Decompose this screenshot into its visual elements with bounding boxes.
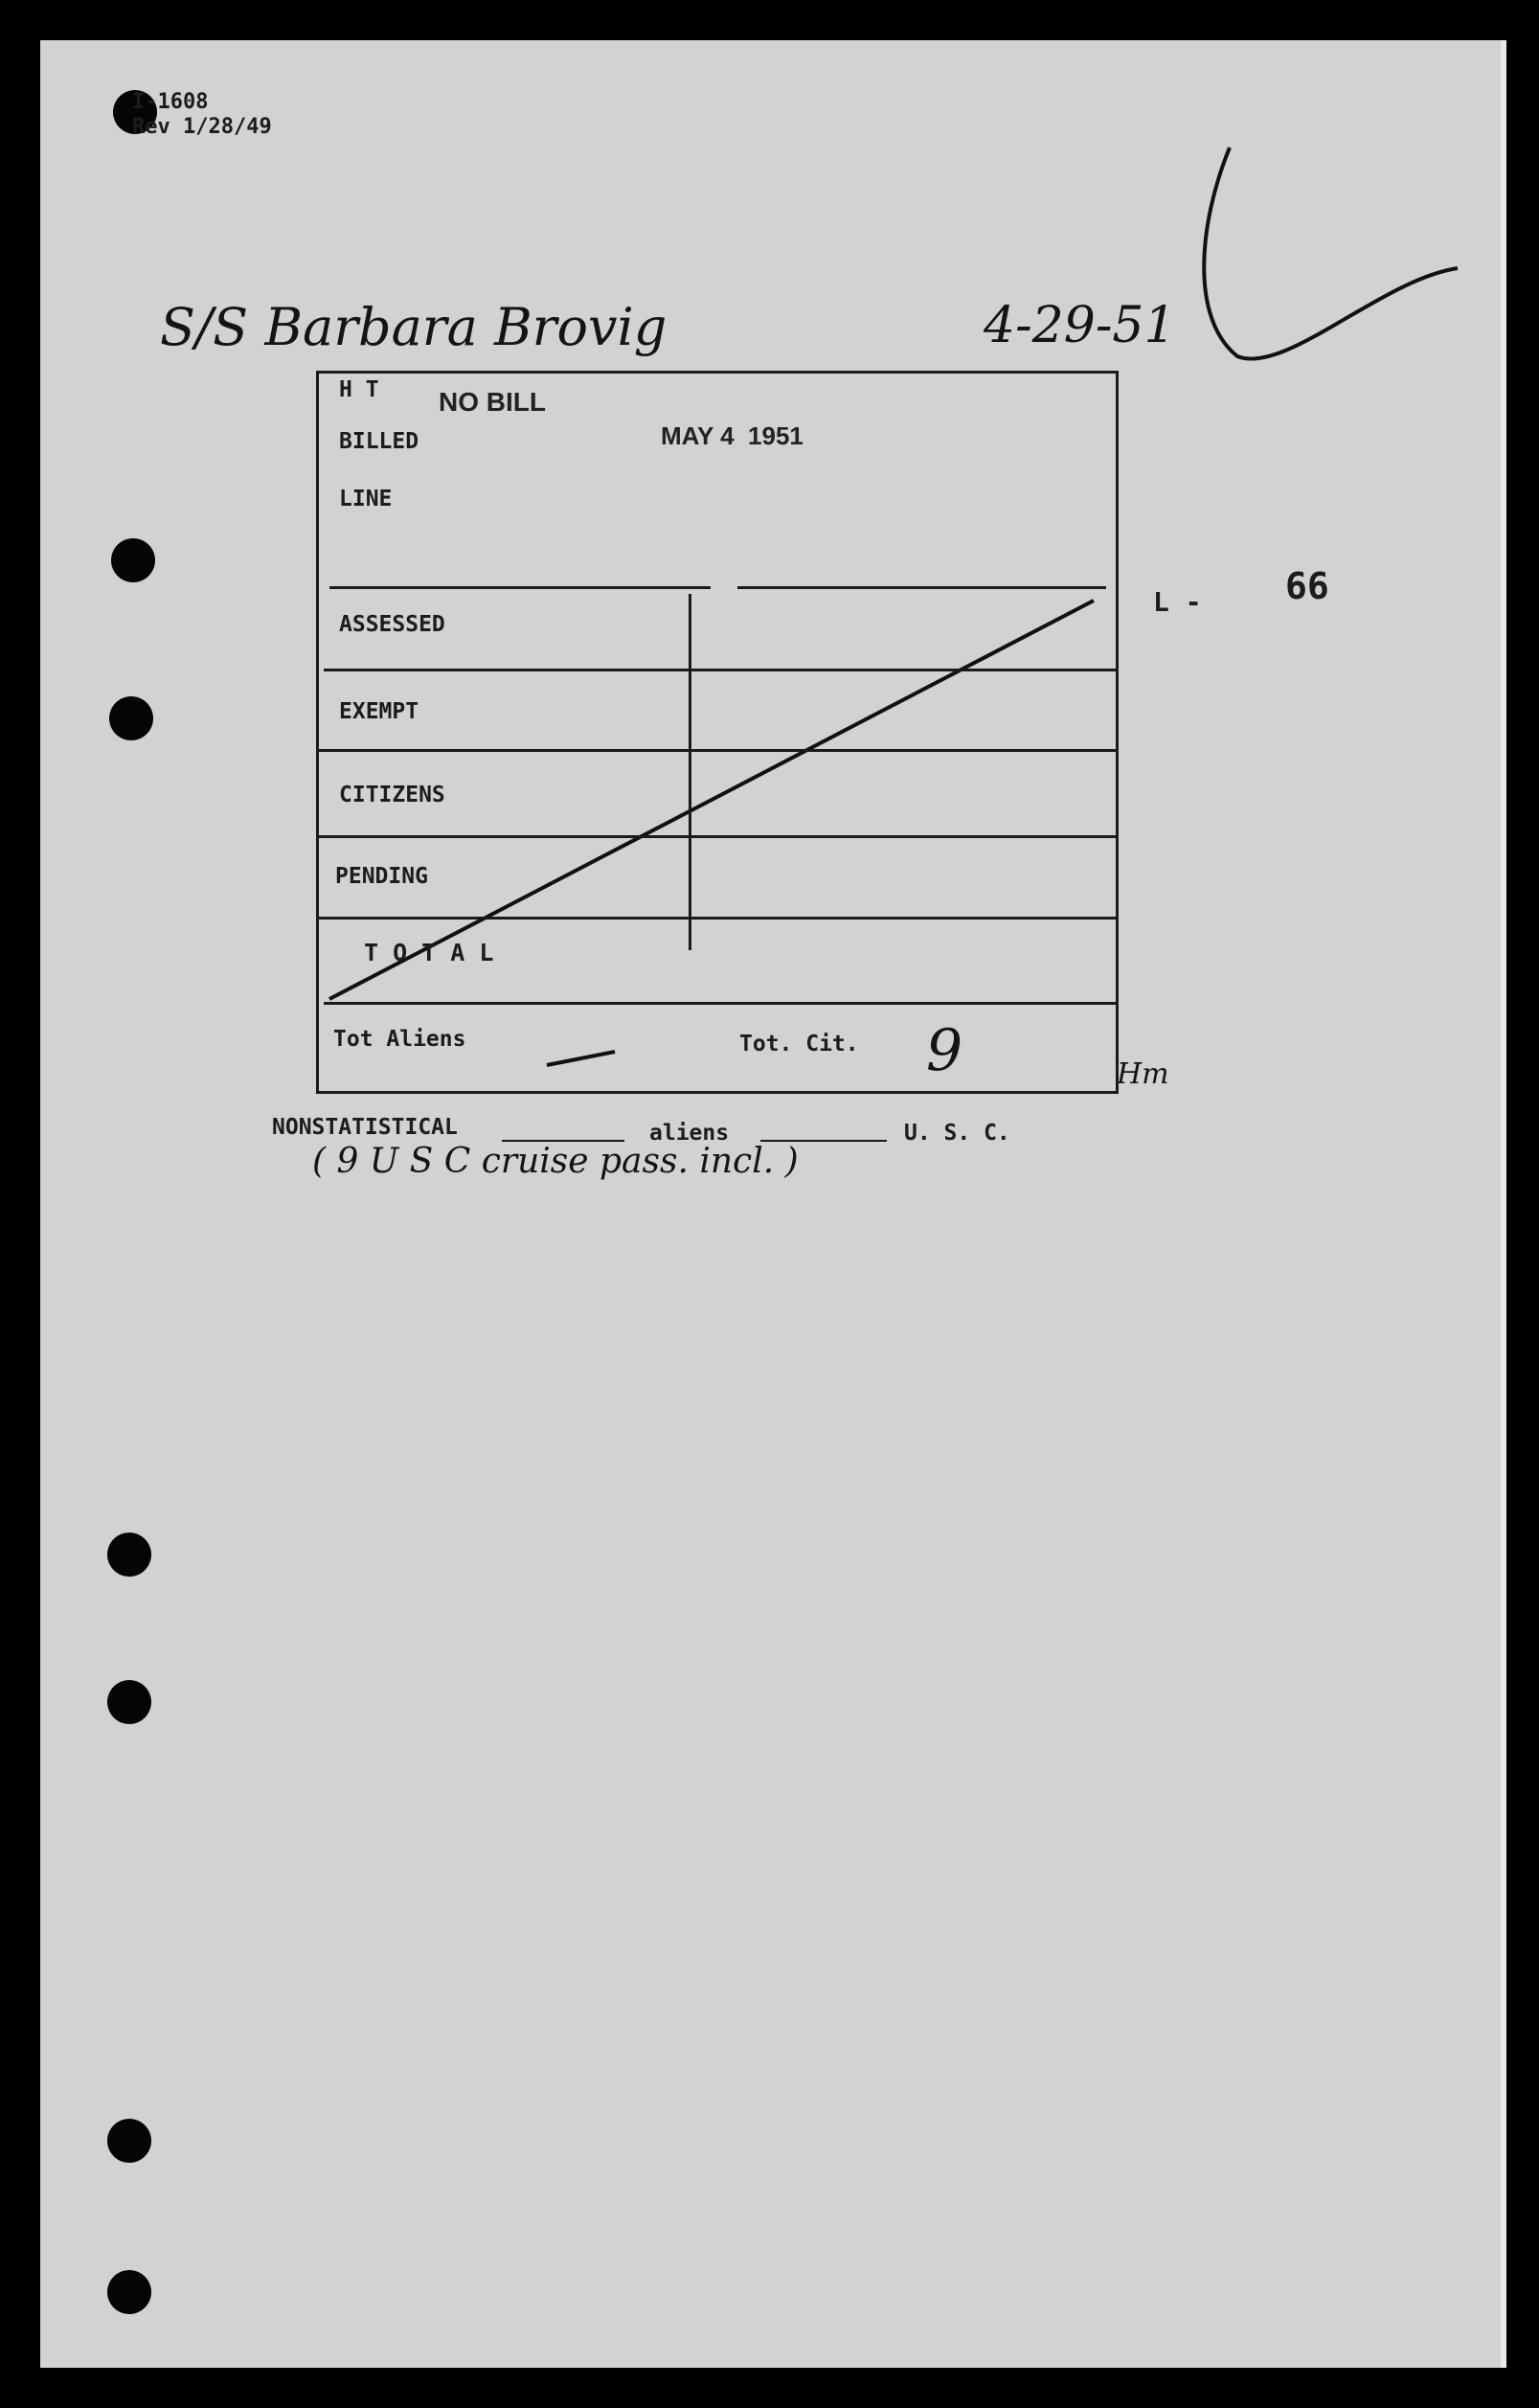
column-divider [689,594,691,950]
assessed-label: ASSESSED [339,612,445,637]
line-label: LINE [339,487,393,511]
no-bill-stamp: NO BILL [439,387,546,417]
form-revision: Rev 1/28/49 [132,115,272,139]
billed-label: BILLED [339,429,419,454]
divider [316,917,1119,920]
handwritten-note: ( 9 U S C cruise pass. incl. ) [312,1142,799,1181]
initials: Hm [1117,1057,1169,1091]
tot-cit-value: 9 [926,1017,963,1084]
vessel-name: S/S Barbara Brovig [160,297,668,357]
aliens-label: aliens [649,1121,730,1146]
side-ref-number: 66 [1285,565,1329,607]
divider [737,586,1106,589]
tot-aliens-label: Tot Aliens [333,1027,466,1052]
pending-label: PENDING [335,864,428,889]
citizens-label: CITIZENS [339,783,445,807]
document-page [40,40,1506,2368]
tot-cit-label: Tot. Cit. [739,1032,859,1056]
divider [324,669,1119,671]
nonstatistical-label: NONSTATISTICAL [272,1115,458,1140]
date-stamp: MAY 4 1951 [661,421,803,450]
usc-label: U. S. C. [904,1121,1010,1146]
divider [316,749,1119,752]
check-mark [1204,148,1458,359]
divider [324,1002,1119,1005]
divider [316,835,1119,838]
statistics-box [316,371,1119,1094]
form-number: I-1608 [132,90,209,114]
divider [329,586,711,589]
total-label: T O T A L [364,939,494,966]
ht-label: H T [339,377,379,402]
side-ref-prefix: L - [1153,586,1202,618]
exempt-label: EXEMPT [339,699,419,724]
handwritten-date: 4-29-51 [984,297,1176,354]
